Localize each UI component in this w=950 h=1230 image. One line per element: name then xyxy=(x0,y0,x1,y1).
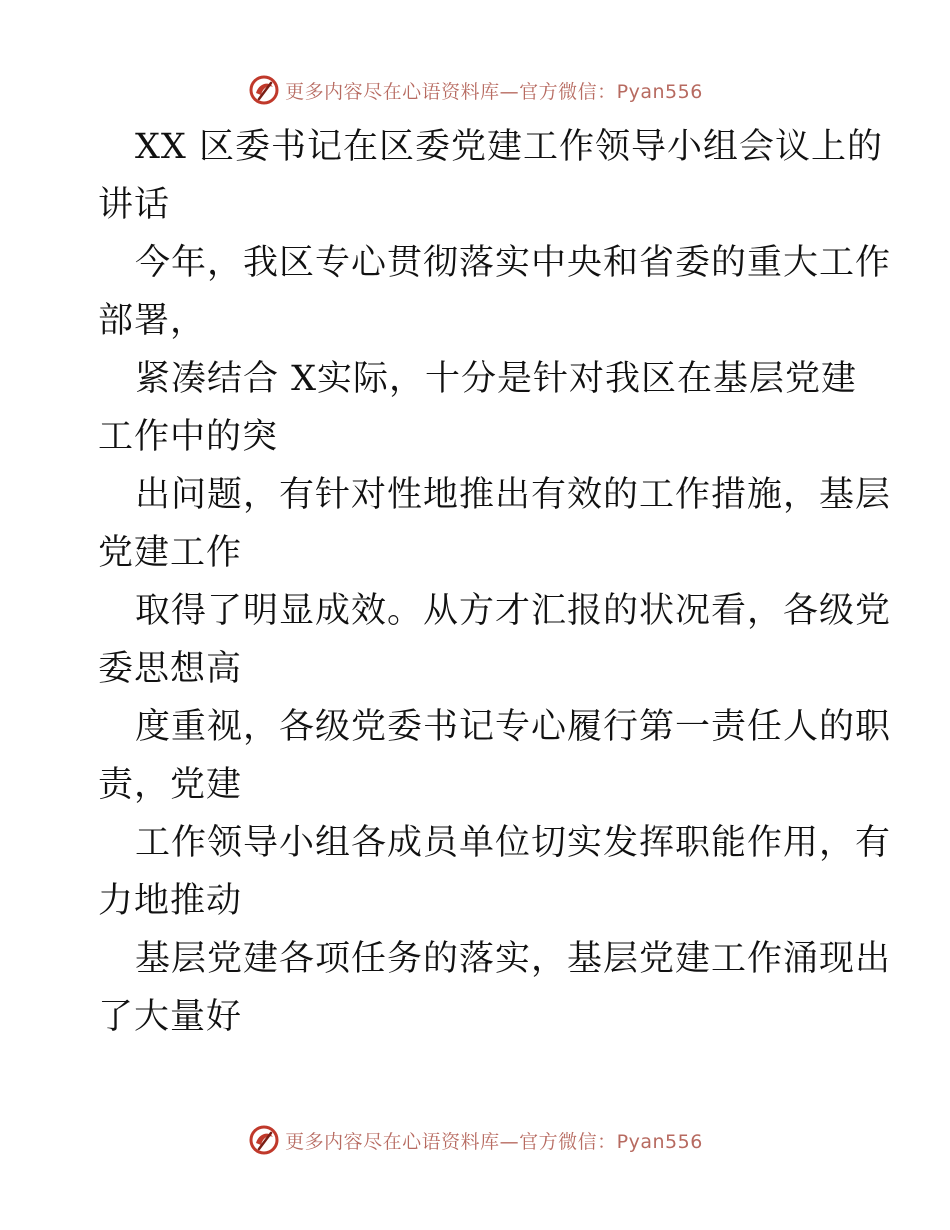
text-line: 党建工作 xyxy=(98,533,243,573)
text-line: 了大量好 xyxy=(98,997,243,1037)
footer-watermark-text: 更多内容尽在心语资料库—官方微信：Pyan556 xyxy=(285,1130,703,1153)
text-line: XX 区委书记在区委党建工作领导小组会议上的 xyxy=(135,127,883,167)
text-line: 工作领导小组各成员单位切实发挥职能作用，有 xyxy=(135,823,892,863)
text-line: 工作中的突 xyxy=(98,417,279,457)
header-watermark-banner xyxy=(0,70,950,110)
header-watermark-text: 更多内容尽在心语资料库—官方微信：Pyan556 xyxy=(285,80,703,103)
red-swirl-logo-icon xyxy=(247,1123,281,1157)
text-line: 取得了明显成效。从方才汇报的状况看，各级党 xyxy=(135,591,892,631)
text-line: 基层党建各项任务的落实，基层党建工作涌现出 xyxy=(135,939,892,979)
red-swirl-logo-icon xyxy=(247,73,281,107)
footer-watermark-banner xyxy=(0,1120,950,1160)
text-line: 度重视，各级党委书记专心履行第一责任人的职 xyxy=(135,707,892,747)
text-line: 责，党建 xyxy=(98,765,243,805)
text-line: 紧凑结合 X实际，十分是针对我区在基层党建 xyxy=(135,359,858,399)
text-line: 委思想高 xyxy=(98,649,243,689)
text-line: 部署， xyxy=(98,301,207,341)
text-line: 今年，我区专心贯彻落实中央和省委的重大工作 xyxy=(135,243,892,283)
text-line: 出问题，有针对性地推出有效的工作措施，基层 xyxy=(135,475,892,515)
text-line: 力地推动 xyxy=(98,881,243,921)
text-line: 讲话 xyxy=(98,185,171,225)
